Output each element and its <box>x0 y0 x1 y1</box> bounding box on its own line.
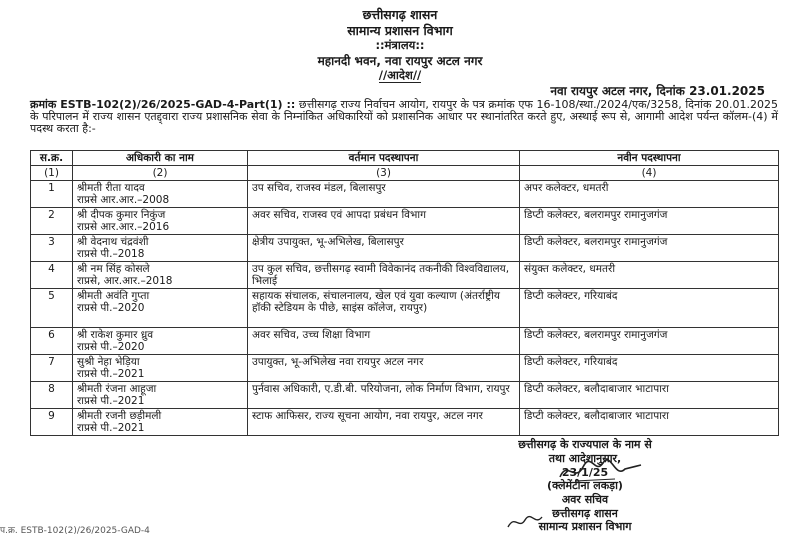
header-sn: स.क्र. <box>31 151 73 166</box>
department-title: सामान्य प्रशासन विभाग <box>347 23 453 38</box>
new-posting: डिप्टी कलेक्टर, बलरामपुर रामानुजगंज <box>520 235 779 262</box>
order-paragraph <box>30 99 778 135</box>
signature-authority-line: छत्तीसगढ़ के राज्यपाल के नाम से <box>518 438 652 451</box>
officer-service: राप्रसे पी.–2020 <box>77 302 145 314</box>
current-posting: उपायुक्त, भू-अभिलेख नवा रायपुर अटल नगर <box>248 355 520 382</box>
current-posting: क्षेत्रीय उपायुक्त, भू-अभिलेख, बिलासपुर <box>248 235 520 262</box>
officer-name: श्री राकेश कुमार ध्रुव <box>77 329 154 341</box>
officer-name: सुश्री नेहा भेड़िया <box>77 356 140 368</box>
table-row <box>31 382 779 409</box>
officer-service: राप्रसे आर.आर.–2008 <box>77 194 170 206</box>
table-row <box>31 181 779 208</box>
officer-service: राप्रसे, आर.आर.–2018 <box>77 275 173 287</box>
officer-service: राप्रसे पी.–2021 <box>77 422 145 434</box>
footer-reference: प.क्र. ESTB-102(2)/26/2025-GAD-4 <box>0 526 150 536</box>
date-line: नवा रायपुर अटल नगर, दिनांक 23.01.2025 <box>550 84 765 98</box>
serial-number: 1 <box>31 181 73 208</box>
officer-name: श्रीमती रंजना आहूजा <box>77 383 157 395</box>
officer-cell <box>73 382 248 409</box>
new-posting: डिप्टी कलेक्टर, बलरामपुर रामानुजगंज <box>520 208 779 235</box>
signatory-designation: अवर सचिव <box>561 493 609 506</box>
column-number-row <box>31 166 779 181</box>
new-posting: संयुक्त कलेक्टर, धमतरी <box>520 262 779 289</box>
header-new-posting: नवीन पदस्थापना <box>520 151 779 166</box>
office-address: महानदी भवन, नवा रायपुर अटल नगर <box>317 54 483 68</box>
initial-mark <box>505 512 545 532</box>
current-posting: उप सचिव, राजस्व मंडल, बिलासपुर <box>248 181 520 208</box>
serial-number: 3 <box>31 235 73 262</box>
handwritten-signature <box>555 455 645 485</box>
new-posting: डिप्टी कलेक्टर, गरियाबंद <box>520 355 779 382</box>
serial-number: 5 <box>31 289 73 328</box>
col-number: (3) <box>248 166 520 181</box>
current-posting: सहायक संचालक, संचालनालय, खेल एवं युवा कल्याण (अंतर्राष्ट्रीय हॉकी स्टेडियम के पीछे, साइंस कॉलेज, रायपुर) <box>248 289 520 328</box>
officer-name: श्री दीपक कुमार निकुंज <box>77 209 166 221</box>
serial-number: 4 <box>31 262 73 289</box>
order-heading-text: //आदेश// <box>378 68 422 82</box>
serial-number: 8 <box>31 382 73 409</box>
current-posting: उप कुल सचिव, छत्तीसगढ़ स्वामी विवेकानंद तकनीकी विश्वविद्यालय, भिलाई <box>248 262 520 289</box>
serial-number: 2 <box>31 208 73 235</box>
table-row <box>31 208 779 235</box>
table-row <box>31 289 779 328</box>
officer-service: राप्रसे पी.–2021 <box>77 368 145 380</box>
table-row <box>31 262 779 289</box>
ministry-label: ::मंत्रालय:: <box>375 38 425 52</box>
officer-name: श्री नम सिंह कोसले <box>77 263 150 275</box>
signature-date: 23/1/25 <box>561 466 609 479</box>
table-row <box>31 409 779 436</box>
new-posting: अपर कलेक्टर, धमतरी <box>520 181 779 208</box>
table-row <box>31 355 779 382</box>
col-number: (2) <box>73 166 248 181</box>
officer-service: राप्रसे आर.आर.–2016 <box>77 221 170 233</box>
serial-number: 7 <box>31 355 73 382</box>
govt-title: छत्तीसगढ़ शासन <box>362 7 438 22</box>
officer-service: राप्रसे पी.–2020 <box>77 341 145 353</box>
officer-cell <box>73 235 248 262</box>
new-posting: डिप्टी कलेक्टर, गरियाबंद <box>520 289 779 328</box>
serial-number: 9 <box>31 409 73 436</box>
officer-cell <box>73 181 248 208</box>
serial-number: 6 <box>31 328 73 355</box>
col-number: (4) <box>520 166 779 181</box>
table-row <box>31 235 779 262</box>
new-posting: डिप्टी कलेक्टर, बलौदाबाजार भाटापारा <box>520 382 779 409</box>
col-number: (1) <box>31 166 73 181</box>
current-posting: स्टाफ आफिसर, राज्य सूचना आयोग, नवा रायपुर, अटल नगर <box>248 409 520 436</box>
current-posting: अवर सचिव, राजस्व एवं आपदा प्रबंधन विभाग <box>248 208 520 235</box>
transfer-table <box>30 150 779 436</box>
officer-cell <box>73 328 248 355</box>
signature-order-line: तथा आदेशानुसार, <box>548 452 622 465</box>
officer-service: राप्रसे पी.–2018 <box>77 248 145 260</box>
order-heading <box>0 68 800 83</box>
signatory-name: (क्लेमेंटीना लकड़ा) <box>547 479 623 492</box>
order-number: क्रमांक ESTB-102(2)/26/2025-GAD-4-Part(1) :: <box>30 98 296 111</box>
officer-cell <box>73 208 248 235</box>
header-officer-name: अधिकारी का नाम <box>73 151 248 166</box>
table-header-row <box>31 151 779 166</box>
officer-name: श्रीमती रजनी छड़ीमली <box>77 410 162 422</box>
officer-cell <box>73 355 248 382</box>
officer-cell <box>73 262 248 289</box>
officer-service: राप्रसे पी.–2021 <box>77 395 145 407</box>
officer-name: श्रीमती रीता यादव <box>77 182 145 194</box>
new-posting: डिप्टी कलेक्टर, बलौदाबाजार भाटापारा <box>520 409 779 436</box>
header-current-posting: वर्तमान पदस्थापना <box>248 151 520 166</box>
order-text: छत्तीसगढ़ राज्य निर्वाचन आयोग, रायपुर के पत्र क्रमांक एफ 16-108/स्था./2024/एक/3258, दिनांक 20.01.2025 के परिपालन में राज्य शासन एतद्द्वारा राज्य प्रशासनिक सेवा के निम्नांकित अधिकारियों को प्रशासनिक आधार पर स्थानांतरित करते हुए, अस्थाई रूप से, आगामी आदेश पर्यन्त कॉलम-(4) में पदस्थ करता है:- <box>30 98 778 135</box>
officer-name: श्रीमती अवंति गुप्ता <box>77 290 150 302</box>
officer-cell <box>73 409 248 436</box>
current-posting: अवर सचिव, उच्च शिक्षा विभाग <box>248 328 520 355</box>
table-row <box>31 328 779 355</box>
officer-cell <box>73 289 248 328</box>
current-posting: पुर्नवास अधिकारी, ए.डी.बी. परियोजना, लोक निर्माण विभाग, रायपुर <box>248 382 520 409</box>
officer-name: श्री वेदनाथ चंद्रवंशी <box>77 236 149 248</box>
signatory-department: सामान्य प्रशासन विभाग <box>538 520 632 533</box>
signatory-govt: छत्तीसगढ़ शासन <box>552 507 618 520</box>
new-posting: डिप्टी कलेक्टर, बलरामपुर रामानुजगंज <box>520 328 779 355</box>
